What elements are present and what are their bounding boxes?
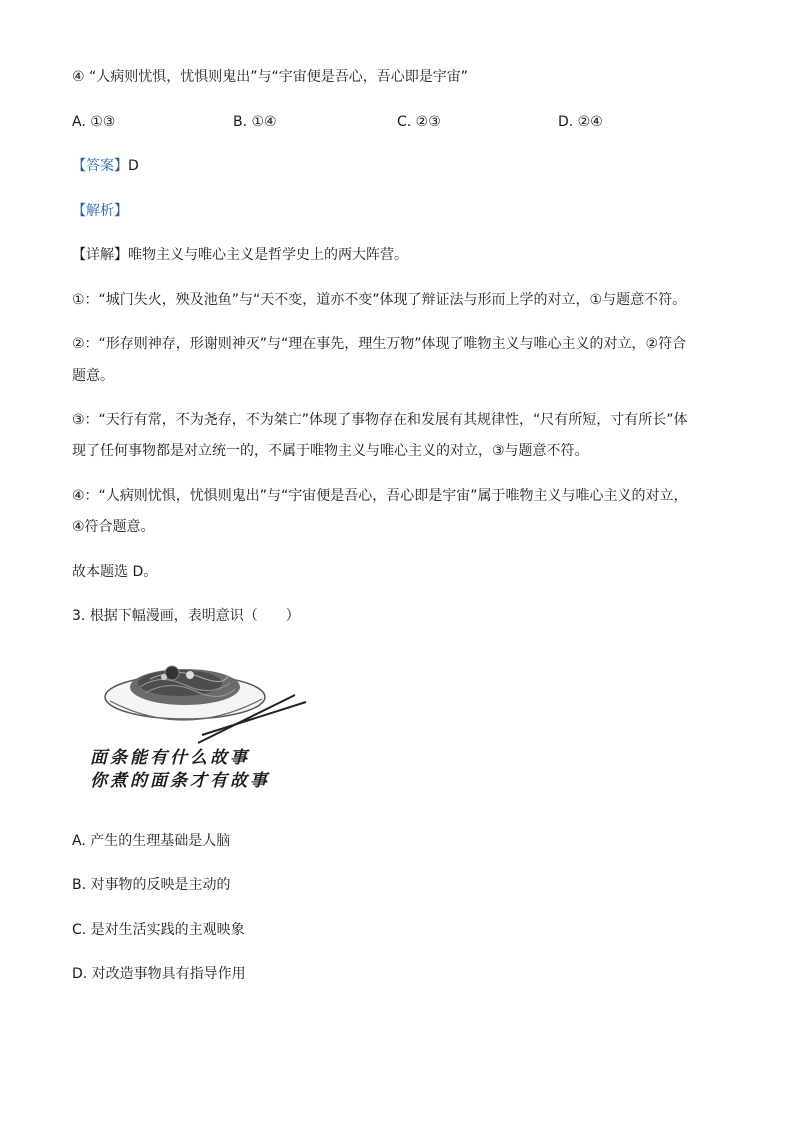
explanation-3a: ③：“天行有常，不为尧存，不为桀亡”体现了事物存在和发展有其规律性，“尺有所短，寸有所长”体 bbox=[72, 412, 688, 428]
q3-stem: 3. 根据下幅漫画，表明意识（ ） bbox=[72, 608, 300, 624]
explanation-4b: ④符合题意。 bbox=[72, 519, 155, 535]
q2-option-c: C. ②③ bbox=[397, 114, 441, 130]
explanation-2a: ②：“形存则神存，形谢则神灭”与“理在事先，理生万物”体现了唯物主义与唯心主义的对立，②符合 bbox=[72, 336, 687, 352]
q2-option-a: A. ①③ bbox=[72, 114, 116, 130]
explanation-1: ①：“城门失火，殃及池鱼”与“天不变，道亦不变”体现了辩证法与形而上学的对立，①与题意不符。 bbox=[72, 292, 687, 308]
conclusion: 故本题选 D。 bbox=[72, 564, 158, 580]
q3-option-a: A. 产生的生理基础是人脑 bbox=[72, 833, 231, 849]
q2-item-4: ④ “人病则忧惧，忧惧则鬼出”与“宇宙便是吾心，吾心即是宇宙” bbox=[72, 69, 469, 85]
answer-tag: 【答案】 bbox=[72, 158, 128, 174]
answer-line bbox=[72, 156, 139, 176]
q3-option-b: B. 对事物的反映是主动的 bbox=[72, 877, 231, 893]
comic-caption-1: 面条能有什么故事 bbox=[90, 748, 250, 768]
q2-option-d: D. ②④ bbox=[558, 114, 603, 130]
q3-option-d: D. 对改造事物具有指导作用 bbox=[72, 966, 246, 982]
answer-value: D bbox=[128, 158, 139, 174]
explanation-2b: 题意。 bbox=[72, 368, 114, 384]
detail-line bbox=[72, 245, 408, 265]
explanation-3b: 现了任何事物都是对立统一的，不属于唯物主义与唯心主义的对立，③与题意不符。 bbox=[72, 443, 589, 459]
explanation-4a: ④：“人病则忧惧，忧惧则鬼出”与“宇宙便是吾心，吾心即是宇宙”属于唯物主义与唯心主义的对立， bbox=[72, 488, 688, 504]
detail-tag: 【详解】 bbox=[72, 247, 128, 263]
comic-caption-2: 你煮的面条才有故事 bbox=[90, 771, 270, 791]
q2-option-b: B. ①④ bbox=[233, 114, 277, 130]
detail-text: 唯物主义与唯心主义是哲学史上的两大阵营。 bbox=[128, 247, 408, 263]
analysis-tag: 【解析】 bbox=[72, 203, 128, 219]
q3-option-c: C. 是对生活实践的主观映象 bbox=[72, 922, 245, 938]
